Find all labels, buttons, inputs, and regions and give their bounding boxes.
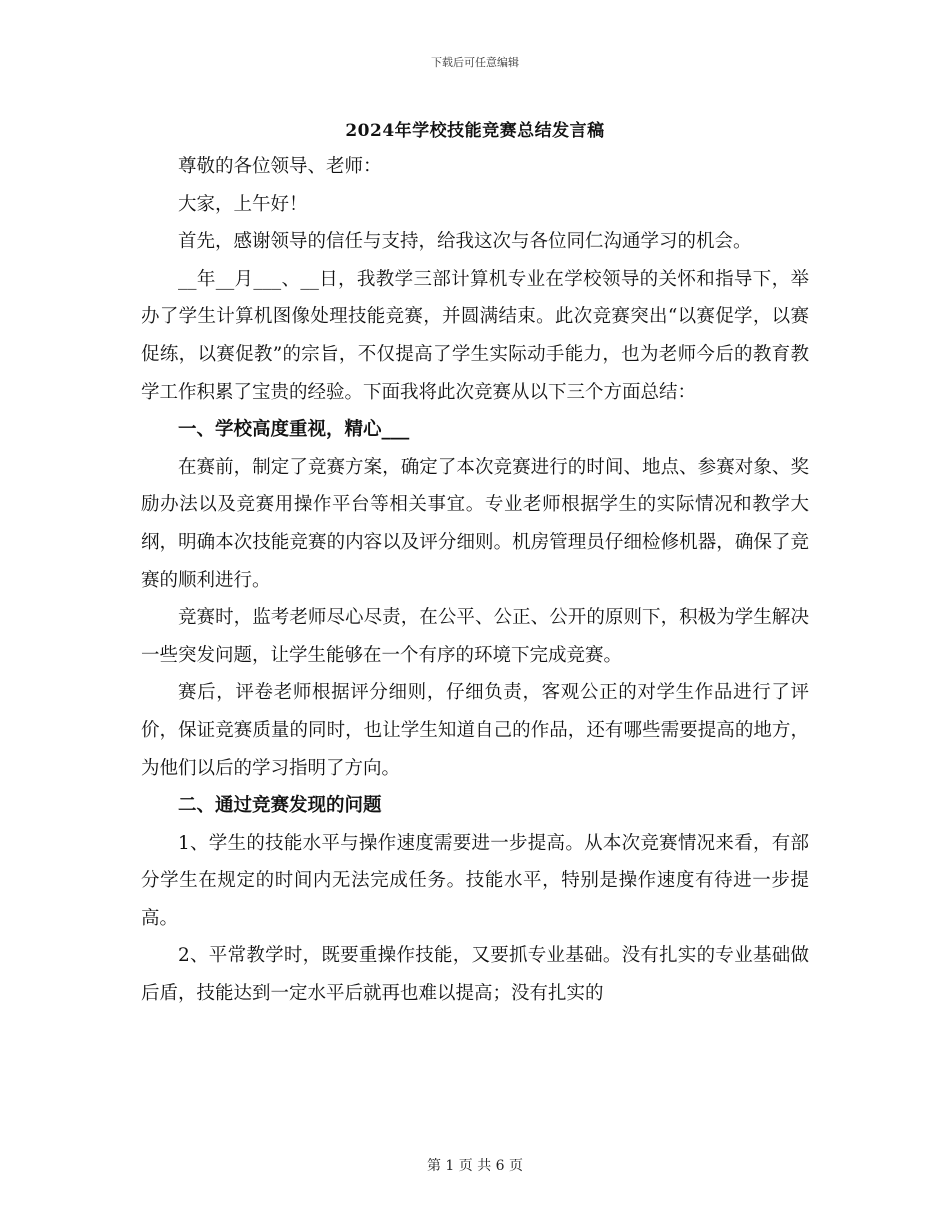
body-paragraph: 首先，感谢领导的信任与支持，给我这次与各位同仁沟通学习的机会。 — [178, 231, 752, 253]
document-body — [141, 148, 809, 1013]
section-heading: 二、通过竞赛发现的问题 — [178, 795, 382, 817]
body-paragraph: 赛后，评卷老师根据评分细则，仔细负责，客观公正的对学生作品进行了评价，保证竞赛质量的同时，也让学生知道自己的作品，还有哪些需要提高的地方，为他们以后的学习指明了方向。 — [141, 682, 809, 779]
body-paragraph: 2、平常教学时，既要重操作技能，又要抓专业基础。没有扎实的专业基础做后盾，技能达到一定水平后就再也难以提高；没有扎实的 — [141, 945, 809, 1005]
body-paragraph: 1、学生的技能水平与操作速度需要进一步提高。从本次竞赛情况来看，有部分学生在规定的时间内无法完成任务。技能水平，特别是操作速度有待进一步提高。 — [141, 832, 809, 929]
greeting: 大家，上午好！ — [178, 193, 308, 215]
body-paragraph: 在赛前，制定了竞赛方案，确定了本次竞赛进行的时间、地点、参赛对象、奖励办法以及竞赛用操作平台等相关事宜。专业老师根据学生的实际情况和教学大纲，明确本次技能竞赛的内容以及评分细则。机房管理员仔细检修机器，确保了竞赛的顺利进行。 — [141, 456, 809, 591]
body-paragraph: __年__月___、__日，我教学三部计算机专业在学校领导的关怀和指导下，举办了学生计算机图像处理技能竞赛，并圆满结束。此次竞赛突出“以赛促学，以赛促练，以赛促教”的宗旨，不仅提高了学生实际动手能力，也为老师今后的教育教学工作积累了宝贵的经验。下面我将此次竞赛从以下三个方面总结： — [141, 268, 809, 403]
document-title: 2024年学校技能竞赛总结发言稿 — [345, 121, 605, 141]
page-footer: 第 1 页 共 6 页 — [426, 1158, 524, 1174]
section-heading: 一、学校高度重视，精心___ — [178, 419, 410, 441]
body-paragraph: 竞赛时，监考老师尽心尽责，在公平、公正、公开的原则下，积极为学生解决一些突发问题，让学生能够在一个有序的环境下完成竞赛。 — [141, 607, 809, 666]
header-note: 下载后可任意编辑 — [431, 56, 519, 69]
salutation: 尊敬的各位领导、老师： — [178, 156, 382, 177]
